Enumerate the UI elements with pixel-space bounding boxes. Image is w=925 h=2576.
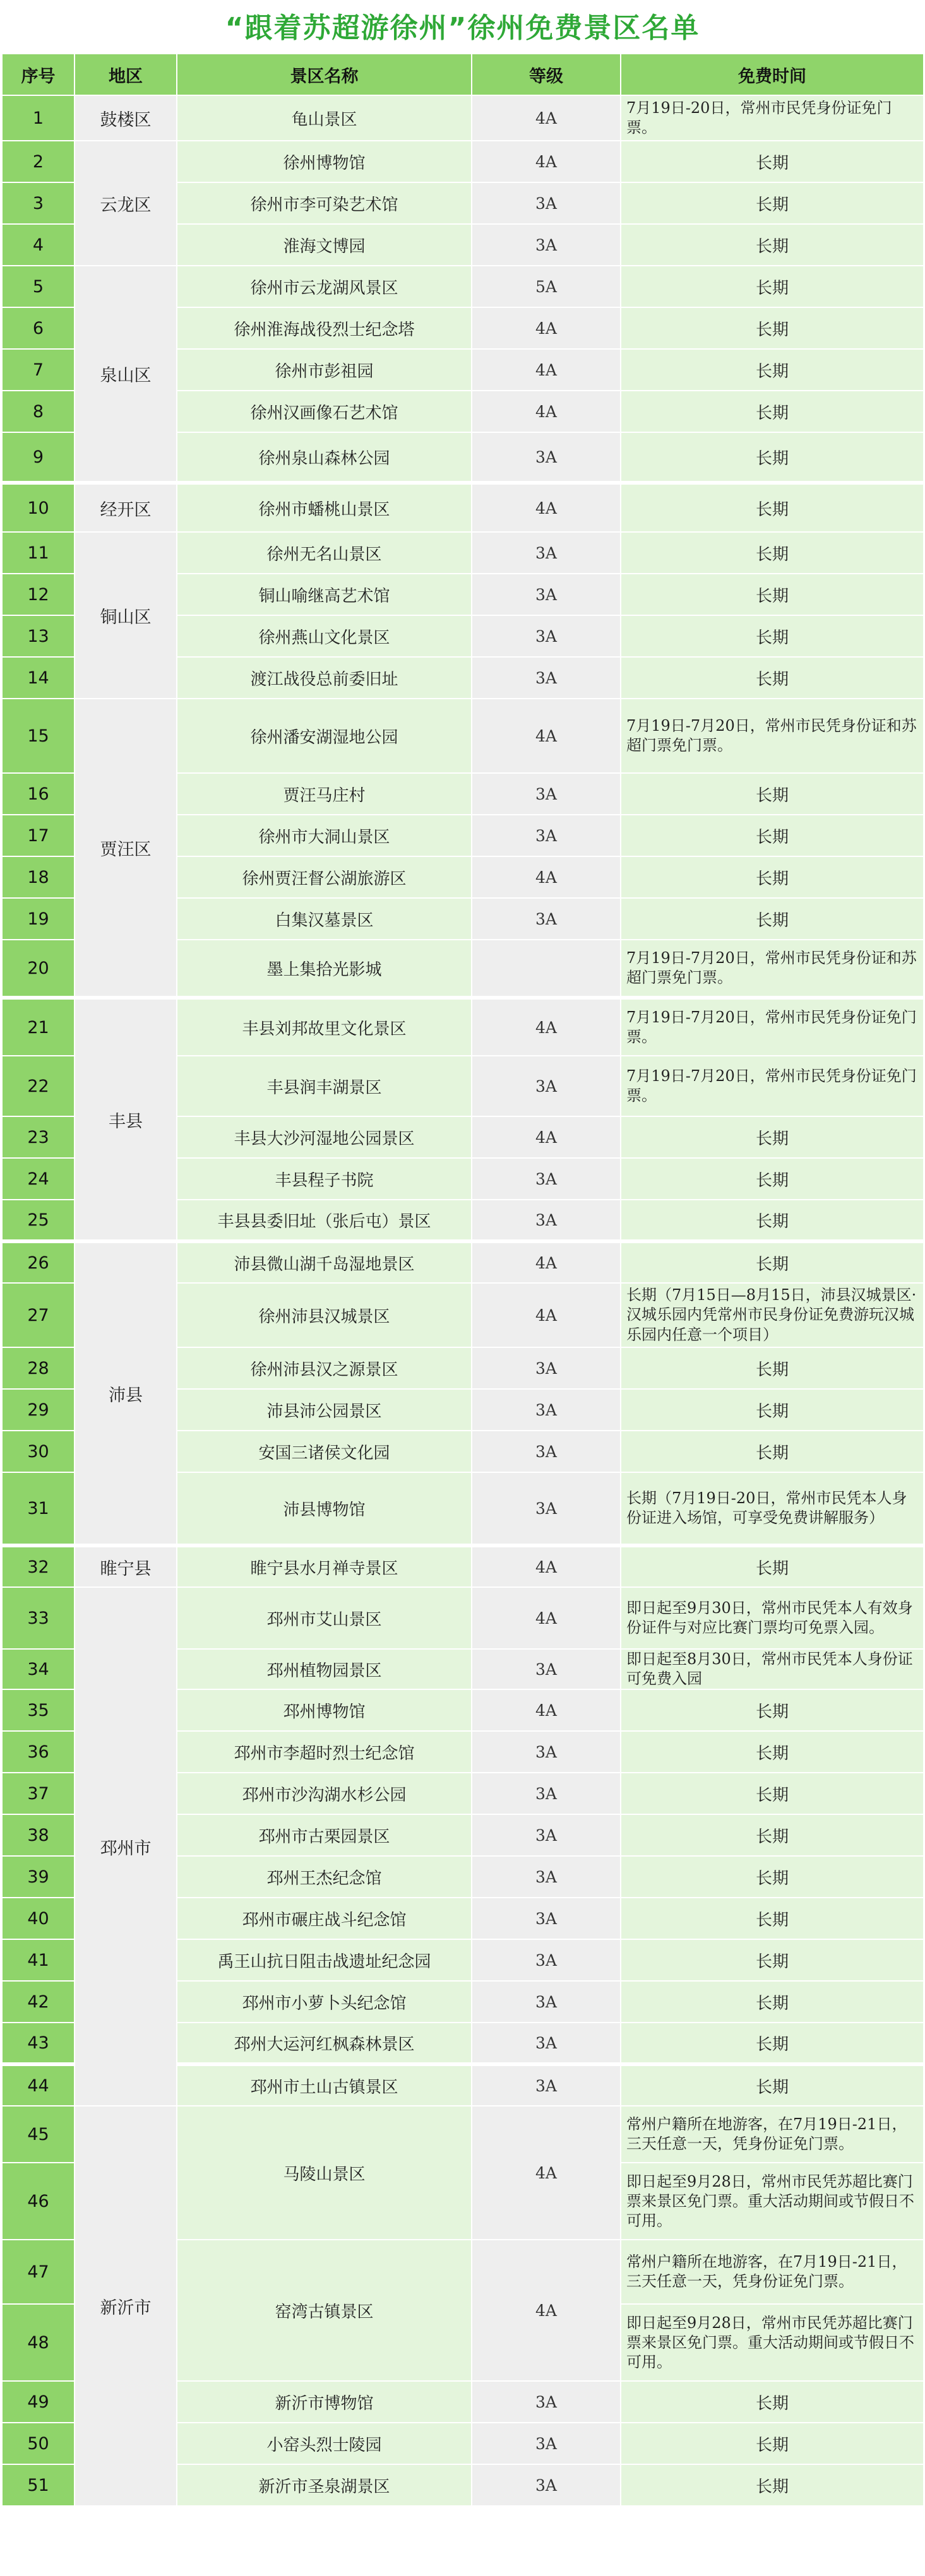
- free-time-cell: 长期: [621, 815, 924, 856]
- free-time-cell: 长期: [621, 1200, 924, 1241]
- row-number: 7: [2, 349, 75, 391]
- table-row: [2, 483, 924, 532]
- scenic-name-cell: 徐州市云龙湖风景区: [177, 266, 472, 307]
- scenic-name-cell: 龟山景区: [177, 95, 472, 141]
- free-time-cell: 长期: [621, 1431, 924, 1472]
- level-cell: 5A: [472, 266, 621, 307]
- level-cell: 3A: [472, 2423, 621, 2464]
- scenic-name-cell: 徐州汉画像石艺术馆: [177, 391, 472, 432]
- free-time-cell: 长期: [621, 432, 924, 483]
- row-number: 2: [2, 141, 75, 182]
- district-cell: 云龙区: [75, 141, 177, 266]
- table-row: [2, 532, 924, 574]
- row-number: 36: [2, 1731, 75, 1773]
- row-number: 21: [2, 998, 75, 1056]
- row-number: 44: [2, 2064, 75, 2106]
- level-cell: 3A: [472, 898, 621, 940]
- row-number: 38: [2, 1814, 75, 1856]
- table-row: [2, 141, 924, 182]
- level-cell: 4A: [472, 998, 621, 1056]
- scenic-name-cell: 丰县刘邦故里文化景区: [177, 998, 472, 1056]
- row-number: 39: [2, 1856, 75, 1898]
- table-row: [2, 1545, 924, 1587]
- scenic-name-cell: 贾汪马庄村: [177, 773, 472, 815]
- row-number: 49: [2, 2381, 75, 2423]
- free-time-cell: 长期: [621, 2064, 924, 2106]
- free-time-cell: 长期: [621, 1939, 924, 1981]
- scenic-name-cell: 徐州贾汪督公湖旅游区: [177, 856, 472, 898]
- free-time-cell: 长期: [621, 532, 924, 574]
- free-time-cell: 7月19日-20日，常州市民凭身份证免门票。: [621, 95, 924, 141]
- free-time-cell: 长期: [621, 574, 924, 615]
- level-cell: 3A: [472, 1389, 621, 1431]
- free-time-cell: 长期: [621, 349, 924, 391]
- free-time-cell: 长期: [621, 2423, 924, 2464]
- district-cell: 丰县: [75, 998, 177, 1241]
- level-cell: 3A: [472, 1856, 621, 1898]
- district-cell: 新沂市: [75, 2106, 177, 2506]
- row-number: 31: [2, 1472, 75, 1545]
- row-number: 27: [2, 1283, 75, 1347]
- free-time-cell: 长期: [621, 1981, 924, 2023]
- page-title: “跟着苏超游徐州”徐州免费景区名单: [225, 12, 700, 44]
- row-number: 29: [2, 1389, 75, 1431]
- scenic-name-cell: 邳州市小萝卜头纪念馆: [177, 1981, 472, 2023]
- free-time-cell: 长期: [621, 1731, 924, 1773]
- header-number: 序号: [2, 54, 75, 95]
- row-number: 5: [2, 266, 75, 307]
- level-cell: 3A: [472, 773, 621, 815]
- free-time-cell: 长期（7月15日—8月15日，沛县汉城景区·汉城乐园内凭常州市民身份证免费游玩汉城乐园内任意一个项目）: [621, 1283, 924, 1347]
- free-time-cell: 长期: [621, 1389, 924, 1431]
- scenic-name-cell: 邳州市土山古镇景区: [177, 2064, 472, 2106]
- level-cell: 3A: [472, 1649, 621, 1689]
- scenic-name-cell: 睢宁县水月禅寺景区: [177, 1545, 472, 1587]
- free-time-cell: 常州户籍所在地游客，在7月19日-21日，三天任意一天，凭身份证免门票。: [621, 2106, 924, 2163]
- free-time-cell: 长期: [621, 615, 924, 657]
- free-time-cell: 长期: [621, 141, 924, 182]
- district-cell: 铜山区: [75, 532, 177, 699]
- free-time-cell: 长期: [621, 1856, 924, 1898]
- free-time-cell: 7月19日-7月20日，常州市民凭身份证免门票。: [621, 998, 924, 1056]
- scenic-name-cell: 安国三诸侯文化园: [177, 1431, 472, 1472]
- row-number: 35: [2, 1689, 75, 1731]
- scenic-name-cell: 铜山喻继高艺术馆: [177, 574, 472, 615]
- free-time-cell: 长期: [621, 856, 924, 898]
- level-cell: 3A: [472, 1347, 621, 1389]
- free-time-cell: 长期: [621, 1347, 924, 1389]
- scenic-name-cell: 渡江战役总前委旧址: [177, 657, 472, 699]
- level-cell: 3A: [472, 574, 621, 615]
- free-time-cell: 长期: [621, 1689, 924, 1731]
- scenic-name-cell: 小窑头烈士陵园: [177, 2423, 472, 2464]
- district-cell: 睢宁县: [75, 1545, 177, 1587]
- scenic-name-cell: 徐州沛县汉城景区: [177, 1283, 472, 1347]
- row-number: 50: [2, 2423, 75, 2464]
- row-number: 32: [2, 1545, 75, 1587]
- row-number: 22: [2, 1056, 75, 1116]
- free-time-cell: 长期: [621, 307, 924, 349]
- free-time-cell: 长期: [621, 1116, 924, 1158]
- free-time-cell: 长期: [621, 1158, 924, 1200]
- table-body: [2, 95, 924, 2506]
- table-header-row: [2, 54, 924, 95]
- level-cell: 4A: [472, 2240, 621, 2381]
- header-scenic-name: 景区名称: [177, 54, 472, 95]
- scenic-name-cell: 徐州市大洞山景区: [177, 815, 472, 856]
- level-cell: 4A: [472, 1116, 621, 1158]
- row-number: 26: [2, 1241, 75, 1283]
- level-cell: [472, 940, 621, 998]
- scenic-name-cell: 徐州市彭祖园: [177, 349, 472, 391]
- level-cell: 4A: [472, 1587, 621, 1649]
- scenic-name-cell: 白集汉墓景区: [177, 898, 472, 940]
- scenic-name-cell: 徐州潘安湖湿地公园: [177, 699, 472, 773]
- table-row: [2, 998, 924, 1056]
- scenic-name-cell: 徐州泉山森林公园: [177, 432, 472, 483]
- free-time-cell: 长期: [621, 773, 924, 815]
- level-cell: 3A: [472, 2023, 621, 2064]
- level-cell: 3A: [472, 1898, 621, 1939]
- free-time-cell: 长期: [621, 266, 924, 307]
- scenic-name-cell: 徐州淮海战役烈士纪念塔: [177, 307, 472, 349]
- level-cell: 3A: [472, 432, 621, 483]
- scenic-name-cell: 邳州市沙沟湖水杉公园: [177, 1773, 472, 1814]
- row-number: 43: [2, 2023, 75, 2064]
- level-cell: 4A: [472, 307, 621, 349]
- level-cell: 3A: [472, 2381, 621, 2423]
- row-number: 51: [2, 2464, 75, 2506]
- scenic-name-cell: 丰县润丰湖景区: [177, 1056, 472, 1116]
- scenic-name-cell: 丰县大沙河湿地公园景区: [177, 1116, 472, 1158]
- row-number: 48: [2, 2304, 75, 2381]
- row-number: 28: [2, 1347, 75, 1389]
- scenic-name-cell: 丰县程子书院: [177, 1158, 472, 1200]
- row-number: 13: [2, 615, 75, 657]
- row-number: 46: [2, 2163, 75, 2240]
- table-row: [2, 1587, 924, 1649]
- scenic-name-cell: 邳州大运河红枫森林景区: [177, 2023, 472, 2064]
- scenic-name-cell: 马陵山景区: [177, 2106, 472, 2240]
- free-time-cell: 常州户籍所在地游客，在7月19日-21日，三天任意一天，凭身份证免门票。: [621, 2240, 924, 2304]
- level-cell: 4A: [472, 1241, 621, 1283]
- table-row: [2, 1241, 924, 1283]
- free-time-cell: 长期: [621, 1241, 924, 1283]
- free-time-cell: 长期: [621, 1773, 924, 1814]
- table-row: [2, 95, 924, 141]
- free-time-cell: 长期: [621, 1814, 924, 1856]
- free-time-cell: 长期: [621, 2381, 924, 2423]
- table-row: [2, 2106, 924, 2163]
- level-cell: 3A: [472, 1773, 621, 1814]
- level-cell: 4A: [472, 1545, 621, 1587]
- row-number: 34: [2, 1649, 75, 1689]
- scenic-name-cell: 新沂市圣泉湖景区: [177, 2464, 472, 2506]
- district-cell: 沛县: [75, 1241, 177, 1545]
- district-cell: 鼓楼区: [75, 95, 177, 141]
- level-cell: 3A: [472, 1158, 621, 1200]
- free-time-cell: 长期: [621, 657, 924, 699]
- free-time-cell: 长期: [621, 1898, 924, 1939]
- free-time-cell: 即日起至9月28日，常州市民凭苏超比赛门票来景区免门票。重大活动期间或节假日不可用。: [621, 2304, 924, 2381]
- level-cell: 3A: [472, 2464, 621, 2506]
- row-number: 47: [2, 2240, 75, 2304]
- row-number: 1: [2, 95, 75, 141]
- row-number: 41: [2, 1939, 75, 1981]
- district-cell: 邳州市: [75, 1587, 177, 2106]
- free-time-cell: 长期: [621, 391, 924, 432]
- row-number: 40: [2, 1898, 75, 1939]
- district-cell: 经开区: [75, 483, 177, 532]
- free-time-cell: 7月19日-7月20日，常州市民凭身份证免门票。: [621, 1056, 924, 1116]
- level-cell: 4A: [472, 856, 621, 898]
- row-number: 24: [2, 1158, 75, 1200]
- row-number: 3: [2, 182, 75, 224]
- scenic-name-cell: 沛县微山湖千岛湿地景区: [177, 1241, 472, 1283]
- header-district: 地区: [75, 54, 177, 95]
- scenic-name-cell: 新沂市博物馆: [177, 2381, 472, 2423]
- row-number: 23: [2, 1116, 75, 1158]
- free-time-cell: 长期: [621, 2023, 924, 2064]
- row-number: 20: [2, 940, 75, 998]
- level-cell: 4A: [472, 1689, 621, 1731]
- level-cell: 4A: [472, 483, 621, 532]
- level-cell: 3A: [472, 182, 621, 224]
- level-cell: 3A: [472, 2064, 621, 2106]
- row-number: 42: [2, 1981, 75, 2023]
- free-time-cell: 即日起至9月28日，常州市民凭苏超比赛门票来景区免门票。重大活动期间或节假日不可用。: [621, 2163, 924, 2240]
- row-number: 19: [2, 898, 75, 940]
- level-cell: 3A: [472, 657, 621, 699]
- level-cell: 4A: [472, 1283, 621, 1347]
- scenic-name-cell: 墨上集拾光影城: [177, 940, 472, 998]
- free-time-cell: 7月19日-7月20日，常州市民凭身份证和苏超门票免门票。: [621, 699, 924, 773]
- scenic-name-cell: 徐州沛县汉之源景区: [177, 1347, 472, 1389]
- free-time-cell: 7月19日-7月20日，常州市民凭身份证和苏超门票免门票。: [621, 940, 924, 998]
- row-number: 9: [2, 432, 75, 483]
- level-cell: 4A: [472, 699, 621, 773]
- free-time-cell: 即日起至8月30日，常州市民凭本人身份证可免费入园: [621, 1649, 924, 1689]
- scenic-name-cell: 沛县博物馆: [177, 1472, 472, 1545]
- level-cell: 3A: [472, 815, 621, 856]
- scenic-name-cell: 徐州博物馆: [177, 141, 472, 182]
- table-row: [2, 699, 924, 773]
- row-number: 4: [2, 224, 75, 266]
- header-level: 等级: [472, 54, 621, 95]
- row-number: 30: [2, 1431, 75, 1472]
- row-number: 45: [2, 2106, 75, 2163]
- free-time-cell: 长期: [621, 224, 924, 266]
- scenic-name-cell: 徐州无名山景区: [177, 532, 472, 574]
- level-cell: 4A: [472, 95, 621, 141]
- free-time-cell: 长期: [621, 1545, 924, 1587]
- level-cell: 4A: [472, 2106, 621, 2240]
- scenic-spot-table: [1, 53, 924, 2507]
- row-number: 8: [2, 391, 75, 432]
- row-number: 17: [2, 815, 75, 856]
- level-cell: 3A: [472, 1431, 621, 1472]
- level-cell: 3A: [472, 1939, 621, 1981]
- table-row: [2, 266, 924, 307]
- scenic-name-cell: 邳州市艾山景区: [177, 1587, 472, 1649]
- scenic-name-cell: 沛县沛公园景区: [177, 1389, 472, 1431]
- scenic-name-cell: 窑湾古镇景区: [177, 2240, 472, 2381]
- scenic-name-cell: 邳州博物馆: [177, 1689, 472, 1731]
- level-cell: 4A: [472, 391, 621, 432]
- row-number: 16: [2, 773, 75, 815]
- level-cell: 3A: [472, 224, 621, 266]
- scenic-name-cell: 徐州市蟠桃山景区: [177, 483, 472, 532]
- row-number: 11: [2, 532, 75, 574]
- level-cell: 4A: [472, 141, 621, 182]
- free-time-cell: 长期: [621, 483, 924, 532]
- level-cell: 3A: [472, 532, 621, 574]
- scenic-name-cell: 邳州市碾庄战斗纪念馆: [177, 1898, 472, 1939]
- level-cell: 3A: [472, 1981, 621, 2023]
- row-number: 12: [2, 574, 75, 615]
- row-number: 14: [2, 657, 75, 699]
- level-cell: 4A: [472, 349, 621, 391]
- level-cell: 3A: [472, 1814, 621, 1856]
- row-number: 18: [2, 856, 75, 898]
- level-cell: 3A: [472, 1472, 621, 1545]
- scenic-name-cell: 禹王山抗日阻击战遗址纪念园: [177, 1939, 472, 1981]
- free-time-cell: 长期（7月19日-20日，常州市民凭本人身份证进入场馆，可享受免费讲解服务）: [621, 1472, 924, 1545]
- free-time-cell: 长期: [621, 182, 924, 224]
- row-number: 33: [2, 1587, 75, 1649]
- row-number: 25: [2, 1200, 75, 1241]
- district-cell: 贾汪区: [75, 699, 177, 998]
- scenic-name-cell: 徐州燕山文化景区: [177, 615, 472, 657]
- scenic-name-cell: 邳州王杰纪念馆: [177, 1856, 472, 1898]
- level-cell: 3A: [472, 1731, 621, 1773]
- row-number: 15: [2, 699, 75, 773]
- scenic-name-cell: 徐州市李可染艺术馆: [177, 182, 472, 224]
- district-cell: 泉山区: [75, 266, 177, 483]
- free-time-cell: 长期: [621, 898, 924, 940]
- scenic-name-cell: 邳州植物园景区: [177, 1649, 472, 1689]
- header-free-time: 免费时间: [621, 54, 924, 95]
- scenic-name-cell: 淮海文博园: [177, 224, 472, 266]
- scenic-name-cell: 邳州市古栗园景区: [177, 1814, 472, 1856]
- level-cell: 3A: [472, 615, 621, 657]
- row-number: 10: [2, 483, 75, 532]
- scenic-name-cell: 邳州市李超时烈士纪念馆: [177, 1731, 472, 1773]
- level-cell: 3A: [472, 1200, 621, 1241]
- level-cell: 3A: [472, 1056, 621, 1116]
- row-number: 6: [2, 307, 75, 349]
- free-time-cell: 即日起至9月30日，常州市民凭本人有效身份证件与对应比赛门票均可免票入园。: [621, 1587, 924, 1649]
- row-number: 37: [2, 1773, 75, 1814]
- free-time-cell: 长期: [621, 2464, 924, 2506]
- scenic-name-cell: 丰县县委旧址（张后屯）景区: [177, 1200, 472, 1241]
